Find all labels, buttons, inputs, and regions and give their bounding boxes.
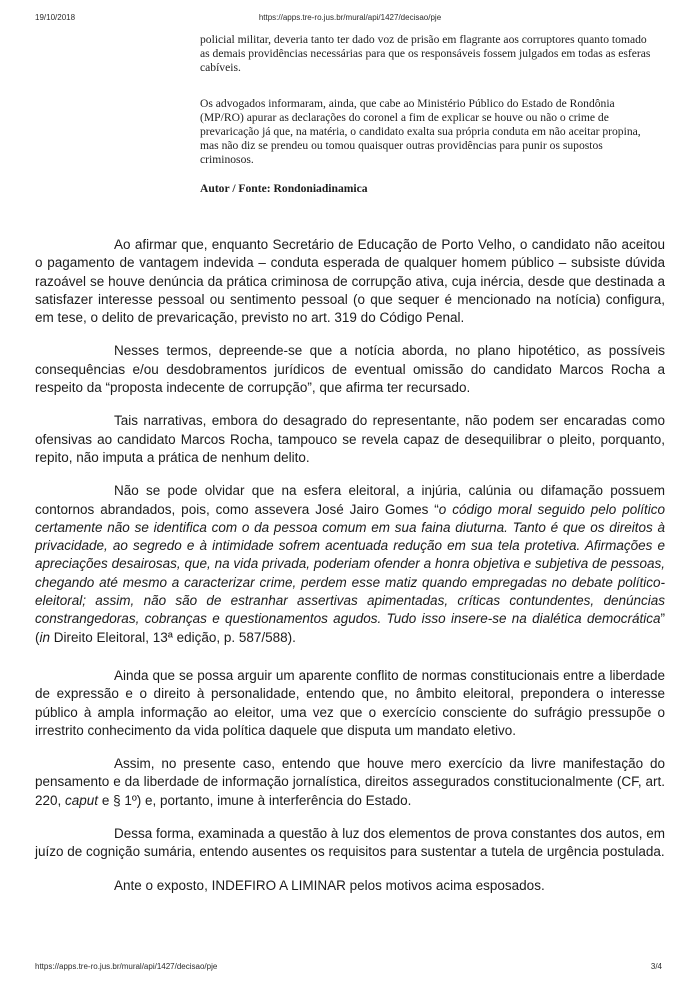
print-footer-url: https://apps.tre-ro.jus.br/mural/api/1427/decisao/pje (35, 962, 218, 971)
caput-italic: caput (65, 792, 99, 808)
quoted-news-article (200, 33, 652, 196)
print-date: 19/10/2018 (35, 13, 76, 22)
decision-paragraph-caput (35, 755, 665, 810)
print-header-url: https://apps.tre-ro.jus.br/mural/api/1427/decisao/pje (258, 13, 442, 22)
article-paragraph: Os advogados informaram, ainda, que cabe ao Ministério Público do Estado de Rondônia (MP/RO) apurar as declarações do coronel a fim de explicar se houve ou não o crime de prevaricação já que, na matéria, o candidato exalta sua própria conduta em não aceitar propina, mas não diz se prendeu ou tomou quaisquer outras providências para punir os supostos criminosos. (200, 96, 641, 167)
article-source-line: Autor / Fonte: Rondoniadinamica (200, 181, 368, 195)
doctrine-intro: Não se pode olvidar que na esfera eleitoral, a injúria, calúnia ou difamação possuem contornos abrandados, pois, como assevera José Jairo Gomes “ (35, 483, 665, 517)
doctrine-in-italic: in (39, 629, 51, 645)
caput-post: e § 1º) e, portanto, imune à interferência do Estado. (98, 792, 412, 808)
decision-paragraph: Tais narrativas, embora do desagrado do representante, não podem ser encaradas como ofensivas ao candidato Marcos Rocha, tampouco se revela capaz de desequilibrar o pleito, porquanto, repito, não imputa a prática de nenhum delito. (35, 413, 665, 465)
print-header (35, 13, 665, 23)
decision-conclusion-paragraph: Ante o exposto, INDEFIRO A LIMINAR pelos motivos acima esposados. (114, 877, 545, 893)
doctrine-close: ” ( (35, 611, 665, 645)
page-number: 3/4 (650, 962, 662, 971)
decision-paragraph: Ao afirmar que, enquanto Secretário de Educação de Porto Velho, o candidato não aceitou o pagamento de vantagem indevida – conduta esperada de qualquer homem público – subsiste dúvida razoável se houve denúncia da prática criminosa de corrupção ativa, cuja inércia, desde que destinada a satisfazer interesse pessoal ou sentimento pessoal (o que sequer é mencionado na notícia) configura, em tese, o delito de prevaricação, previsto no art. 319 do Código Penal. (35, 237, 665, 326)
decision-paragraph: Ainda que se possa arguir um aparente conflito de normas constitucionais entre a liberdade de expressão e o direito à personalidade, entendo que, no âmbito eleitoral, prepondera o interesse público à ampla informação ao eleitor, uma vez que o exercício consciente do sufrágio pressupõe o irrestrito conhecimento da vida política daquele que disputa um mandato eletivo. (35, 667, 665, 738)
decision-paragraph-doctrine-quote (35, 482, 665, 647)
caput-pre: Assim, no presente caso, entendo que houve mero exercício da livre manifestação do pensamento e da liberdade de informação jornalística, direitos assegurados constitucionalmente (CF, art. 220, (35, 756, 665, 808)
decision-body (35, 236, 665, 910)
doctrine-quote-italic: o código moral seguido pelo político certamente não se identifica com o da pessoa comum em sua faina diuturna. Tanto é que os direitos à privacidade, ao segredo e à intimidade sofrem acentuada redução em sua tela protetiva. Afirmações e apreciações desairosas, que, na vida privada, poderiam ofender a honra objetiva e subjetiva de pessoas, chegando até mesmo a caracterizar crime, perdem esse matiz quando empregadas no debate político-eleitoral; assim, não são de estranhar assertivas apimentadas, críticas contundentes, denúncias constrangedoras, cobranças e questionamentos agudos. Tudo isso insere-se na dialética democrática (35, 501, 665, 627)
decision-paragraph: Dessa forma, examinada a questão à luz dos elementos de prova constantes dos autos, em juízo de cognição sumária, entendo ausentes os requisitos para sustentar a tutela de urgência postulada. (35, 826, 665, 860)
decision-paragraph: Nesses termos, depreende-se que a notícia aborda, no plano hipotético, as possíveis consequências e/ou desdobramentos jurídicos de eventual omissão do candidato Marcos Rocha a respeito da “proposta indecente de corrupção”, que afirma ter recursado. (35, 343, 665, 396)
print-footer (35, 962, 662, 972)
article-paragraph: policial militar, deveria tanto ter dado voz de prisão em flagrante aos corruptores quanto tomado as demais providências necessárias para que os responsáveis fossem julgados em todas as esferas cabíveis. (200, 33, 651, 75)
doctrine-reference: Direito Eleitoral, 13ª edição, p. 587/588). (50, 629, 296, 645)
